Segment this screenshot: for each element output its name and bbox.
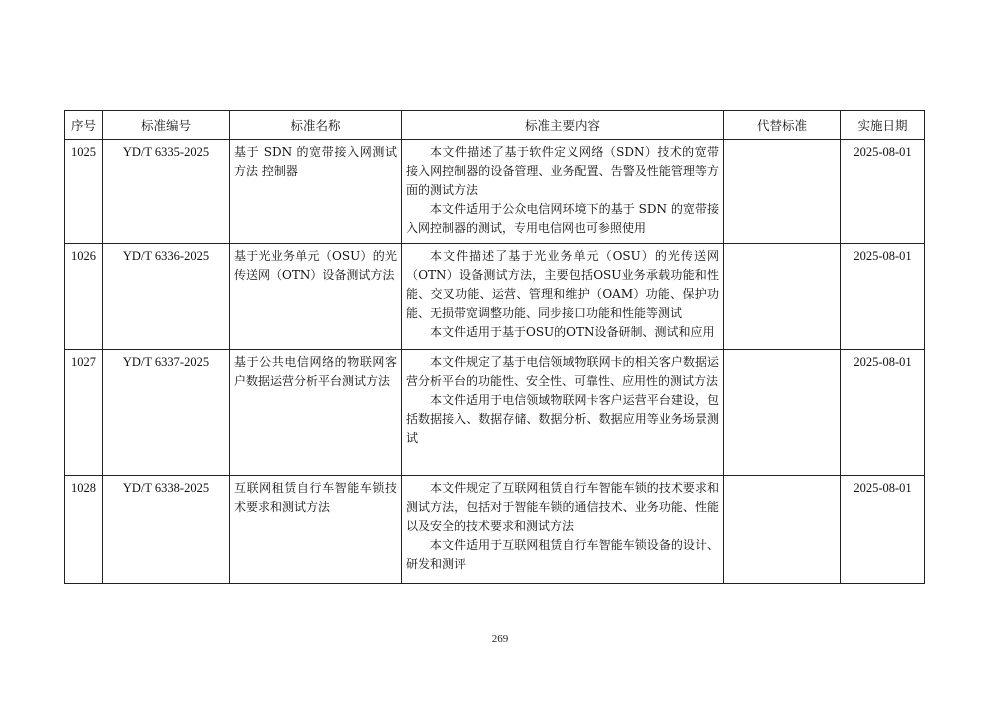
table-row: [65, 350, 925, 476]
row-date: 2025-08-01: [841, 244, 925, 350]
row-code: YD/T 6336-2025: [103, 244, 230, 350]
row-date: 2025-08-01: [841, 476, 925, 584]
row-content: [402, 244, 724, 350]
header-replaces: 代替标准: [724, 111, 841, 140]
table-row: [65, 244, 925, 350]
row-content: [402, 476, 724, 584]
header-content: 标准主要内容: [402, 111, 724, 140]
row-replaces: [724, 476, 841, 584]
row-content: [402, 140, 724, 244]
row-replaces: [724, 350, 841, 476]
header-code: 标准编号: [103, 111, 230, 140]
page-number: 269: [491, 633, 509, 645]
content-paragraph: 本文件适用于基于OSU的OTN设备研制、测试和应用: [430, 325, 715, 339]
content-paragraph: 本文件适用于互联网租赁自行车智能车锁设备的设计、研发和测评: [406, 538, 719, 571]
row-name: 基于光业务单元（OSU）的光传送网（OTN）设备测试方法: [230, 244, 402, 350]
row-code: YD/T 6338-2025: [103, 476, 230, 584]
row-replaces: [724, 244, 841, 350]
row-replaces: [724, 140, 841, 244]
row-content: [402, 350, 724, 476]
table-header-row: [65, 111, 925, 140]
content-paragraph: 本文件适用于公众电信网环境下的基于 SDN 的宽带接入网控制器的测试，专用电信网也可参照使用: [406, 202, 719, 235]
row-name: 基于公共电信网络的物联网客户数据运营分析平台测试方法: [230, 350, 402, 476]
header-name: 标准名称: [230, 111, 402, 140]
standards-table: [64, 110, 925, 584]
row-code: YD/T 6335-2025: [103, 140, 230, 244]
table-row: [65, 140, 925, 244]
row-date: 2025-08-01: [841, 350, 925, 476]
row-date: 2025-08-01: [841, 140, 925, 244]
header-date: 实施日期: [841, 111, 925, 140]
content-paragraph: 本文件描述了基于软件定义网络（SDN）技术的宽带接入网控制器的设备管理、业务配置、告警及性能管理等方面的测试方法: [406, 145, 719, 197]
content-paragraph: 本文件规定了互联网租赁自行车智能车锁的技术要求和测试方法，包括对于智能车锁的通信技术、业务功能、性能以及安全的技术要求和测试方法: [406, 481, 719, 533]
content-paragraph: 本文件规定了基于电信领域物联网卡的相关客户数据运营分析平台的功能性、安全性、可靠性、应用性的测试方法: [406, 355, 719, 388]
header-seq: 序号: [65, 111, 103, 140]
row-seq: 1025: [65, 140, 103, 244]
row-name: 基于 SDN 的宽带接入网测试方法 控制器: [230, 140, 402, 244]
row-code: YD/T 6337-2025: [103, 350, 230, 476]
row-seq: 1026: [65, 244, 103, 350]
content-paragraph: 本文件适用于电信领域物联网卡客户运营平台建设，包括数据接入、数据存储、数据分析、数据应用等业务场景测试: [406, 393, 719, 445]
content-paragraph: 本文件描述了基于光业务单元（OSU）的光传送网（OTN）设备测试方法，主要包括OSU业务承载功能和性能、交叉功能、运营、管理和维护（OAM）功能、保护功能、无损带宽调整功能、同步接口功能和性能等测试: [406, 249, 719, 320]
table-row: [65, 476, 925, 584]
row-name: 互联网租赁自行车智能车锁技术要求和测试方法: [230, 476, 402, 584]
row-seq: 1028: [65, 476, 103, 584]
row-seq: 1027: [65, 350, 103, 476]
